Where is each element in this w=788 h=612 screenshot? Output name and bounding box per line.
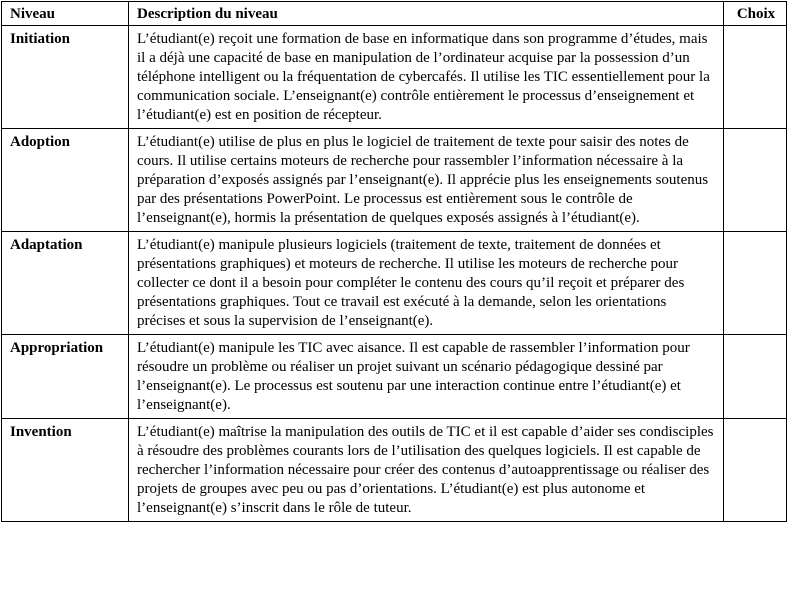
choice-cell-invention[interactable] bbox=[724, 419, 787, 522]
level-name-adoption: Adoption bbox=[2, 129, 129, 232]
choice-cell-adoption[interactable] bbox=[724, 129, 787, 232]
table-row bbox=[2, 335, 787, 419]
table-row bbox=[2, 232, 787, 335]
choice-cell-adaptation[interactable] bbox=[724, 232, 787, 335]
level-description-appropriation: L’étudiant(e) manipule les TIC avec aisance. Il est capable de rassembler l’information pour résoudre un problème ou réaliser un projet suivant un scénario pédagogique dessiné par l’enseignant(e). Le processus est soutenu par une interaction continue entre l’étudiant(e) et l’enseignant(e). bbox=[129, 335, 724, 419]
levels-table bbox=[1, 1, 787, 522]
header-row bbox=[2, 2, 787, 26]
header-description: Description du niveau bbox=[129, 2, 724, 26]
level-description-adoption: L’étudiant(e) utilise de plus en plus le logiciel de traitement de texte pour saisir des notes de cours. Il utilise certains moteurs de recherche pour rassembler l’information nécessaire à la préparation d’exposés assignés par l’enseignant(e). Il apprécie plus les enseignements soutenus par des présentations PowerPoint. Le processus est entièrement sous le contrôle de l’enseignant(e), hormis la présentation de quelques exposés assignés à l’étudiant(e). bbox=[129, 129, 724, 232]
header-choice: Choix bbox=[724, 2, 787, 26]
level-name-initiation: Initiation bbox=[2, 26, 129, 129]
table-row bbox=[2, 26, 787, 129]
table-row bbox=[2, 129, 787, 232]
header-level: Niveau bbox=[2, 2, 129, 26]
level-name-adaptation: Adaptation bbox=[2, 232, 129, 335]
level-description-initiation: L’étudiant(e) reçoit une formation de base en informatique dans son programme d’études, mais il a déjà une capacité de base en manipulation de l’ordinateur acquise par la possession d’un téléphone intelligent ou la fréquentation de cybercafés. Il utilise les TIC essentiellement pour la communication sociale. L’enseignant(e) contrôle entièrement le processus d’enseignement et l’étudiant(e) est en position de récepteur. bbox=[129, 26, 724, 129]
level-description-invention: L’étudiant(e) maîtrise la manipulation des outils de TIC et il est capable d’aider ses condisciples à résoudre des problèmes courants lors de l’utilisation des quelques logiciels. Il est capable de rechercher l’information nécessaire pour créer des contenus d’autoapprentissage ou réaliser des projets de groupes avec peu ou pas d’orientations. L’étudiant(e) est plus autonome et l’enseignant(e) s’inscrit dans le rôle de tuteur. bbox=[129, 419, 724, 522]
choice-cell-appropriation[interactable] bbox=[724, 335, 787, 419]
level-name-invention: Invention bbox=[2, 419, 129, 522]
level-name-appropriation: Appropriation bbox=[2, 335, 129, 419]
table-row bbox=[2, 419, 787, 522]
level-description-adaptation: L’étudiant(e) manipule plusieurs logiciels (traitement de texte, traitement de données et présentations graphiques) et moteurs de recherche. Il utilise les moteurs de recherche pour collecter ce dont il a besoin pour compléter le contenu des cours qu’il reçoit et préparer des présentations graphiques. Tout ce travail est exécuté à la demande, selon les orientations précises et sous la supervision de l’enseignant(e). bbox=[129, 232, 724, 335]
choice-cell-initiation[interactable] bbox=[724, 26, 787, 129]
